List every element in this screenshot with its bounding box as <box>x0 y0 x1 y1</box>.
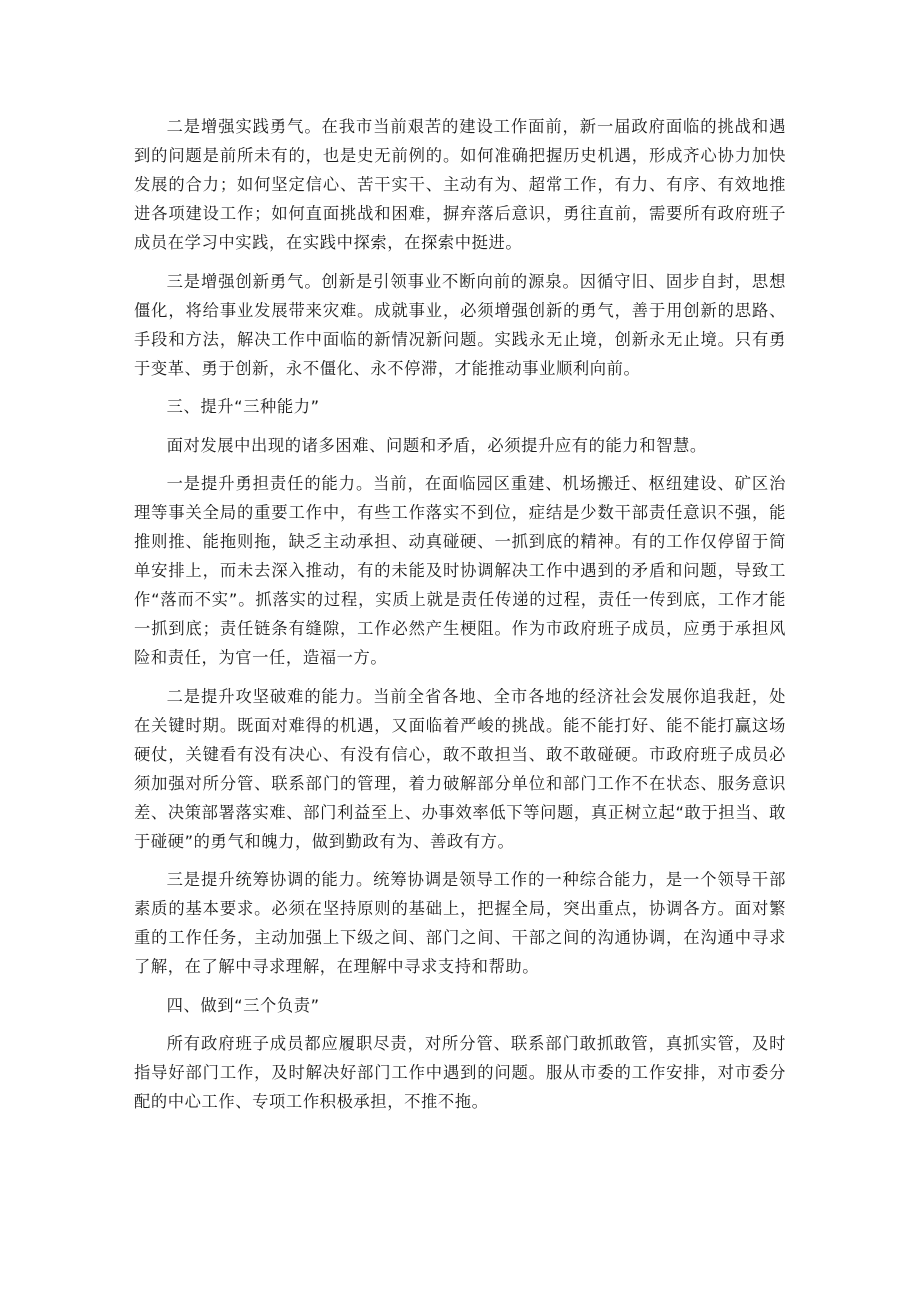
document-body <box>134 112 786 1126</box>
paragraph-ability-responsibility: 一是提升勇担责任的能力。当前，在面临园区重建、机场搬迁、枢纽建设、矿区治理等事关全局的重要工作中，有些工作落实不到位，症结是少数干部责任意识不强，能推则推、能拖则拖，缺乏主动承担、动真碰硬、一抓到底的精神。有的工作仅停留于简单安排上，而未去深入推动，有的未能及时协调解决工作中遇到的矛盾和问题，导致工作“落而不实”。抓落实的过程，实质上就是责任传递的过程，责任一传到底，工作才能一抓到底；责任链条有缝隙，工作必然产生梗阻。作为市政府班子成员，应勇于承担风险和责任，为官一任，造福一方。 <box>134 474 786 667</box>
section-heading-three-responsibilities: 四、做到“三个负责” <box>166 995 320 1015</box>
paragraph-responsibilities-body: 所有政府班子成员都应履职尽责，对所分管、联系部门敢抓敢管，真抓实管，及时指导好部门工作，及时解决好部门工作中遇到的问题。服从市委的工作安排，对市委分配的中心工作、专项工作积极承担，不推不拖。 <box>134 1034 786 1111</box>
paragraph-ability-coordination: 三是提升统筹协调的能力。统筹协调是领导工作的一种综合能力，是一个领导干部素质的基本要求。必须在坚持原则的基础上，把握全局，突出重点，协调各方。面对繁重的工作任务，主动加强上下级之间、部门之间、干部之间的沟通协调，在沟通中寻求了解，在了解中寻求理解，在理解中寻求支持和帮助。 <box>134 870 786 976</box>
paragraph-courage-innovation: 三是增强创新勇气。创新是引领事业不断向前的源泉。因循守旧、固步自封，思想僵化，将给事业发展带来灾难。成就事业，必须增强创新的勇气，善于用创新的思路、手段和方法，解决工作中面临的新情况新问题。实践永无止境，创新永无止境。只有勇于变革、勇于创新，永不僵化、永不停滞，才能推动事业顺利向前。 <box>134 271 786 378</box>
paragraph-ability-breakthrough: 二是提升攻坚破难的能力。当前全省各地、全市各地的经济社会发展你追我赶，处在关键时期。既面对难得的机遇，又面临着严峻的挑战。能不能打好、能不能打赢这场硬仗，关键看有没有决心、有没有信心，敢不敢担当、敢不敢碰硬。市政府班子成员必须加强对所分管、联系部门的管理，着力破解部分单位和部门工作不在状态、服务意识差、决策部署落实难、部门利益至上、办事效率低下等问题，真正树立起“敢于担当、敢于碰硬”的勇气和魄力，做到勤政有为、善政有方。 <box>134 686 786 851</box>
paragraph-abilities-intro: 面对发展中出现的诸多困难、问题和矛盾，必须提升应有的能力和智慧。 <box>166 435 707 455</box>
section-heading-three-abilities: 三、提升“三种能力” <box>166 397 320 416</box>
paragraph-courage-practice: 二是增强实践勇气。在我市当前艰苦的建设工作面前，新一届政府面临的挑战和遇到的问题是前所未有的，也是史无前例的。如何准确把握历史机遇，形成齐心协力加快发展的合力；如何坚定信心、苦干实干、主动有为、超常工作，有力、有序、有效地推进各项建设工作；如何直面挑战和困难，摒弃落后意识，勇往直前，需要所有政府班子成员在学习中实践，在实践中探索，在探索中挺进。 <box>134 117 786 252</box>
